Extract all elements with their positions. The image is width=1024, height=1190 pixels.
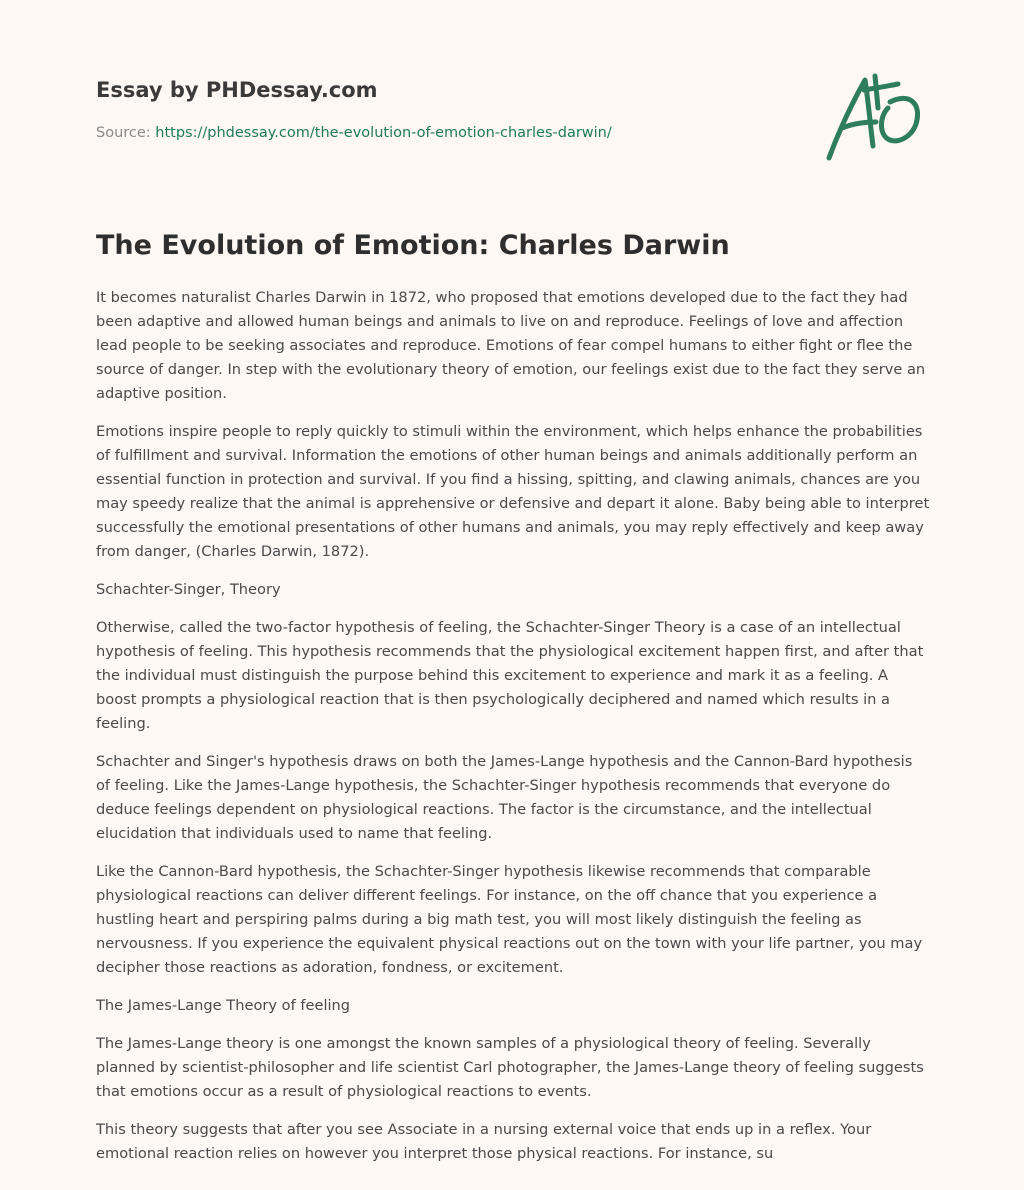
section-heading: The James-Lange Theory of feeling	[96, 997, 351, 1014]
essay-body	[96, 286, 930, 1180]
paragraph: The James-Lange theory is one amongst the known samples of a physiological theory of feeling. Severally planned by scientist-philosopher and life scientist Carl photographer, the James-Lange theory of feeling suggests that emotions occur as a result of physiological reactions to events.	[96, 1035, 924, 1100]
paragraph: Like the Cannon-Bard hypothesis, the Schachter-Singer hypothesis likewise recommends that comparable physiological reactions can deliver different feelings. For instance, on the off chance that you experience a hustling heart and perspiring palms during a big math test, you will most likely distinguish the feeling as nervousness. If you experience the equivalent physical reactions out on the town with your life partner, you may decipher those reactions as adoration, fondness, or excitement.	[96, 863, 923, 976]
essay-title: The Evolution of Emotion: Charles Darwin	[96, 230, 730, 261]
source-link[interactable]: https://phdessay.com/the-evolution-of-emotion-charles-darwin/	[155, 125, 612, 141]
paragraph: It becomes naturalist Charles Darwin in 1872, who proposed that emotions developed due to the fact they had been adaptive and allowed human beings and animals to live on and reproduce. Feelings of love and affection lead people to be seeking associates and reproduce. Emotions of fear compel humans to either fight or flee the source of danger. In step with the evolutionary theory of emotion, our feelings exist due to the fact they serve an adaptive position.	[96, 289, 926, 402]
a-plus-logo-icon	[820, 68, 930, 164]
section-heading: Schachter-Singer, Theory	[96, 581, 281, 598]
paragraph: Schachter and Singer's hypothesis draws on both the James-Lange hypothesis and the Cannon-Bard hypothesis of feeling. Like the James-Lange hypothesis, the Schachter-Singer hypothesis recommends that everyone do deduce feelings dependent on physiological reactions. The factor is the circumstance, and the intellectual elucidation that individuals used to name that feeling.	[96, 753, 913, 842]
paragraph: Emotions inspire people to reply quickly to stimuli within the environment, which helps enhance the probabilities of fulfillment and survival. Information the emotions of other human beings and animals additionally perform an essential function in protection and survival. If you find a hissing, spitting, and clawing animals, chances are you may speedy realize that the animal is apprehensive or defensive and depart it alone. Baby being able to interpret successfully the emotional presentations of other humans and animals, you may reply effectively and keep away from danger, (Charles Darwin, 1872).	[96, 423, 930, 560]
paragraph: Otherwise, called the two-factor hypothesis of feeling, the Schachter-Singer Theory is a case of an intellectual hypothesis of feeling. This hypothesis recommends that the physiological excitement happen first, and after that the individual must distinguish the purpose behind this excitement to experience and mark it as a feeling. A boost prompts a physiological reaction that is then psychologically deciphered and named which results in a feeling.	[96, 619, 924, 732]
source-line	[96, 123, 796, 143]
paragraph: This theory suggests that after you see Associate in a nursing external voice that ends up in a reflex. Your emotional reaction relies on however you interpret those physical reactions. For instance, su	[96, 1121, 872, 1162]
source-label: Source:	[96, 125, 156, 141]
essay-header	[96, 76, 796, 143]
brand-title: Essay by PHDessay.com	[96, 78, 378, 102]
